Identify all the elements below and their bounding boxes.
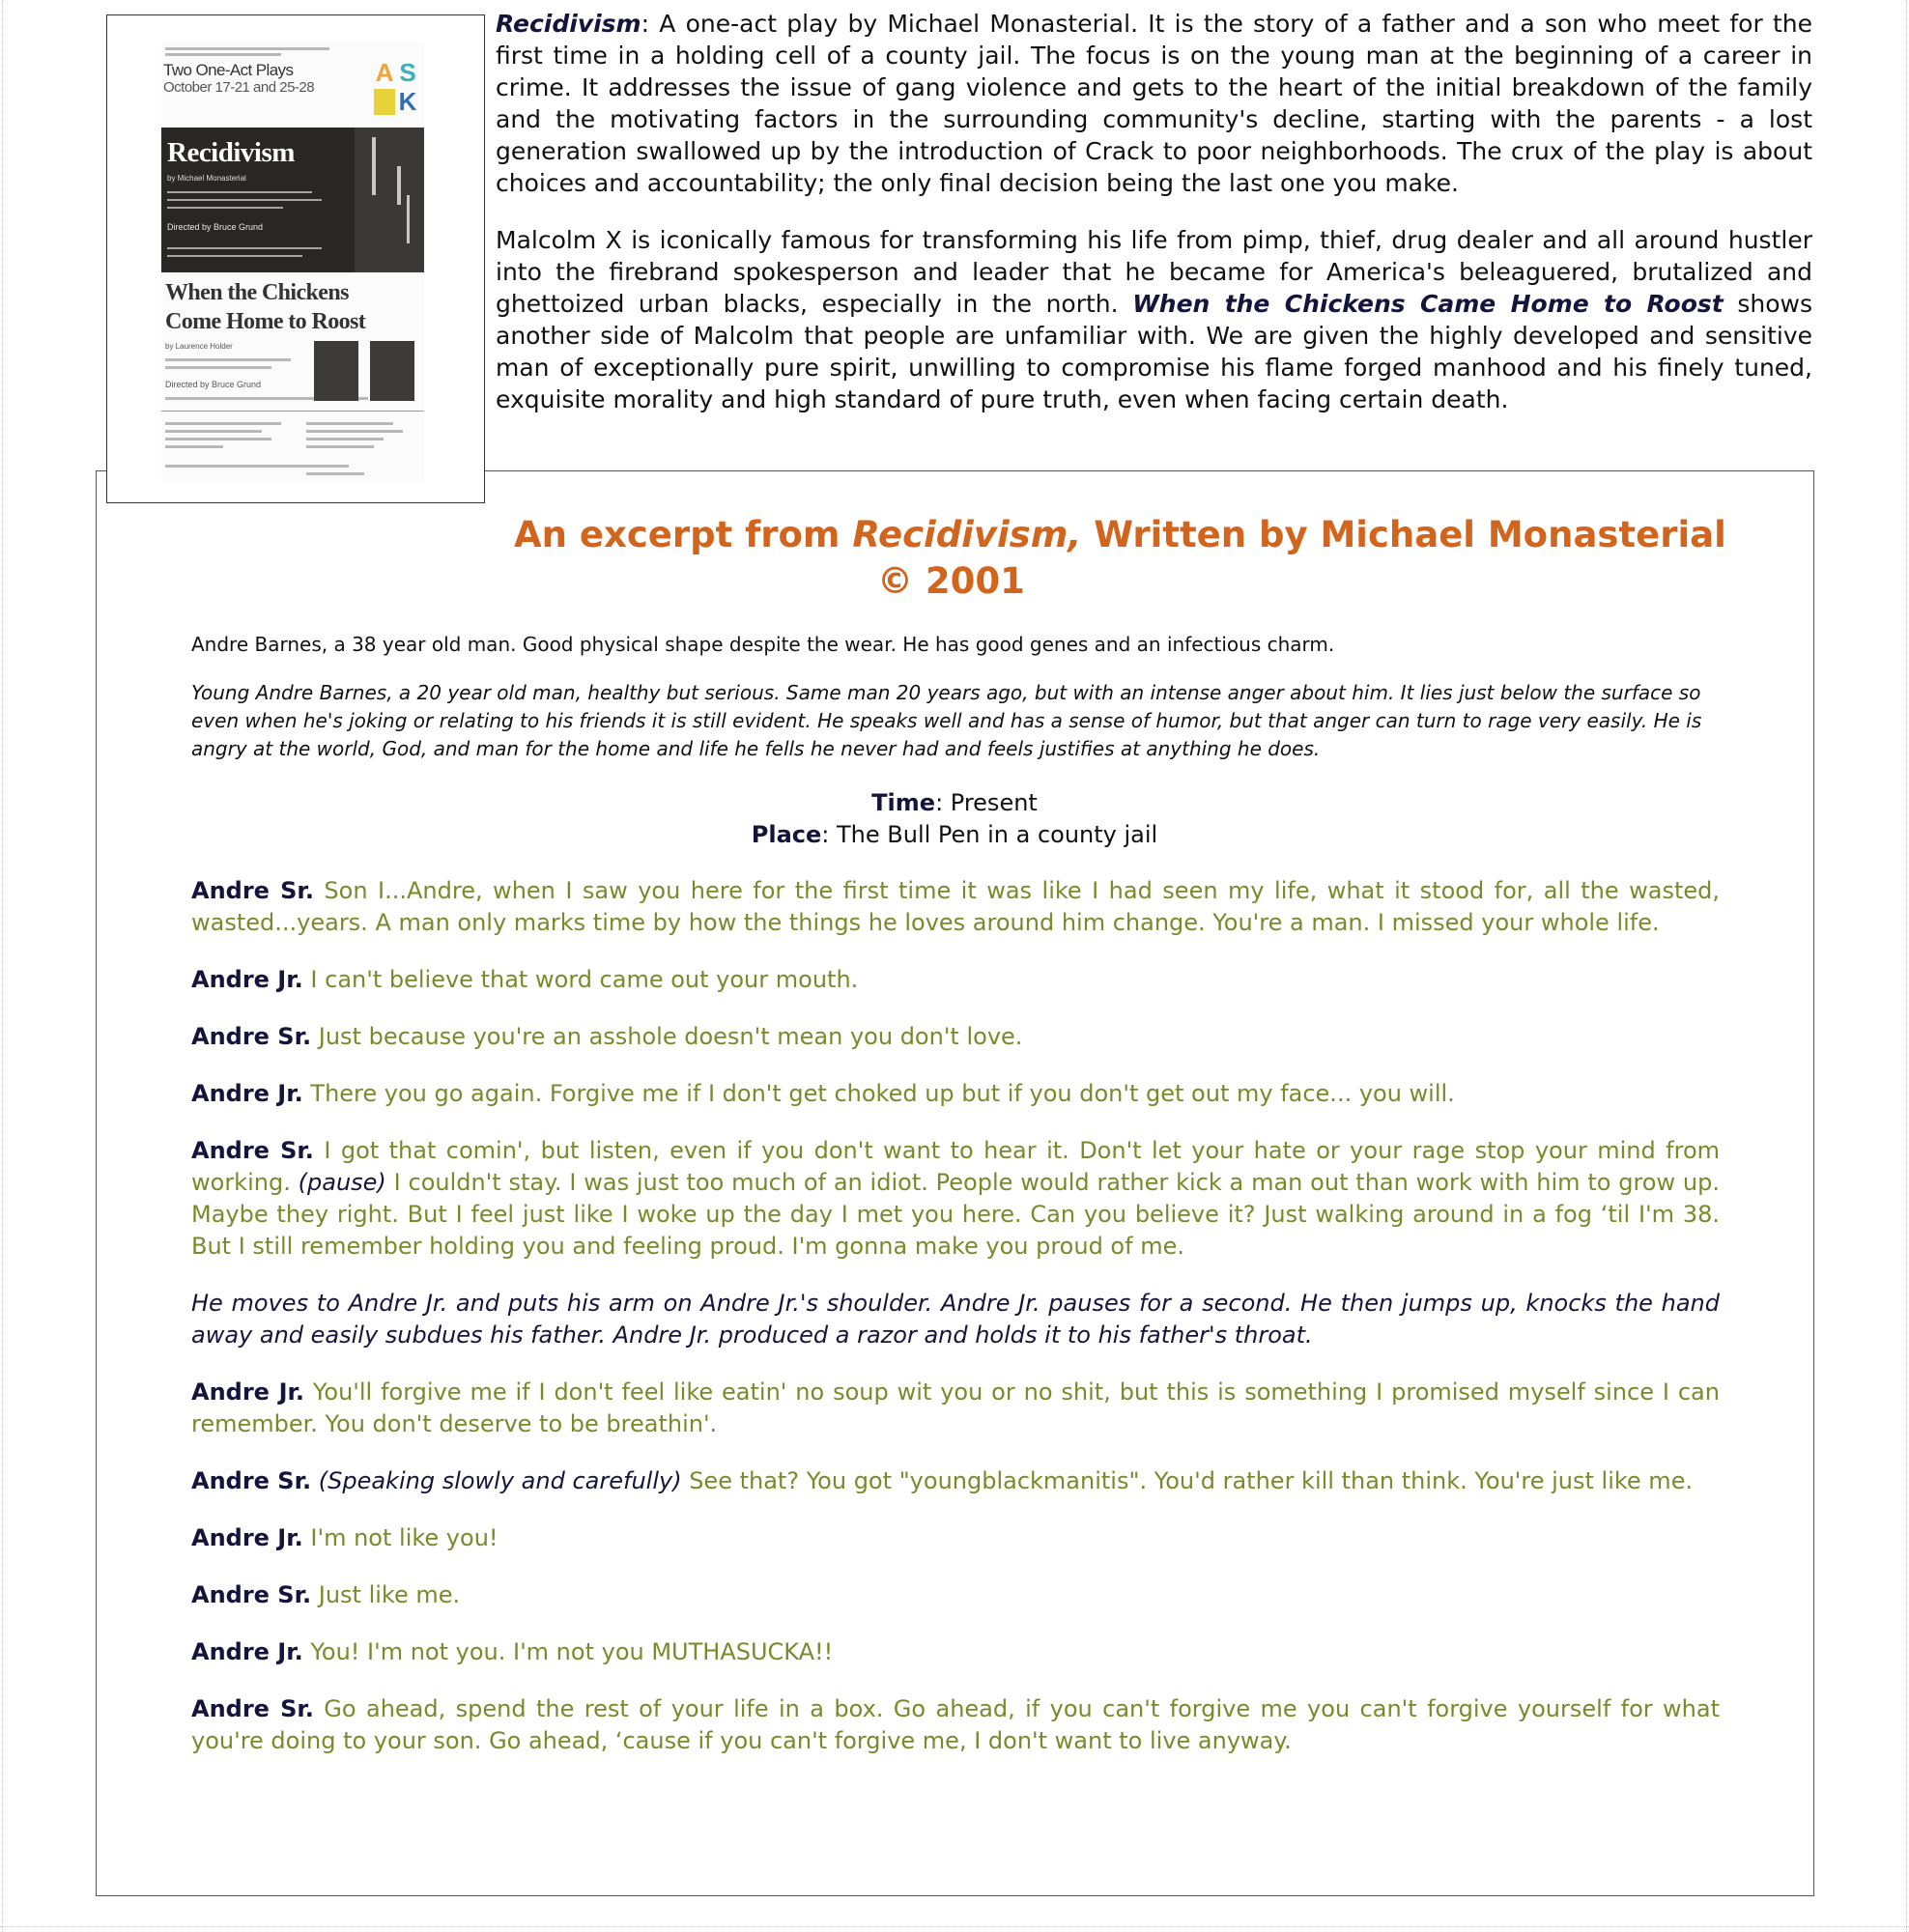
character-description-jr: Young Andre Barnes, a 20 year old man, healthy but serious. Same man 20 years ago, but with an intense anger about him. It lies just below the surface so even when he's joking or relating to his friends it is still evident. He speaks well and has a sense of humor, but that anger can turn to rage very easily. He is angry at the world, God, and man for the home and life he fells he never had and feels justifies at anything he does. <box>191 681 1702 760</box>
speaker-name: Andre Jr. <box>191 1524 303 1551</box>
poster-figure-photo <box>355 128 424 272</box>
play-title: Recidivism <box>496 10 641 38</box>
poster-recidivism-panel <box>161 128 424 272</box>
dialogue-text: I got that comin', but listen, even if you don't want to hear it. Don't let your hate or your rage stop your mind from working. <box>191 1137 1721 1196</box>
poster-portrait-photo <box>314 341 358 401</box>
logo-block <box>374 89 395 115</box>
poster-fine-print <box>167 255 302 257</box>
poster-portrait-photo <box>370 341 414 401</box>
logo-letter: A <box>375 58 394 87</box>
poster-fine-print <box>306 445 374 448</box>
poster-header: Two One-Act Plays <box>163 61 294 79</box>
poster-fine-print <box>165 438 271 440</box>
page-edge-bottom <box>0 1926 1909 1927</box>
speaker-name: Andre Sr. <box>191 1023 312 1050</box>
poster-fine-print <box>165 53 281 56</box>
poster-fine-print <box>306 472 364 475</box>
dialogue-text: I couldn't stay. I was just too much of an idiot. People would rather kick a man out than work with him to grow up. Maybe they right. But I feel just like I woke up the day I met you here. Can you believe it? Just walking around in a fog ‘til I'm 38. But I still remember holding you and feeling proud. I'm gonna make you proud of me. <box>191 1169 1720 1260</box>
poster-play1-title: Recidivism <box>167 137 295 168</box>
dialogue-text: Son I...Andre, when I saw you here for the first time it was like I had seen my life, what it stood for, all the wasted, wasted...years. A man only marks time by how the things he loves around him change. You're a man. I missed your whole life. <box>191 877 1720 936</box>
dialogue-text: Go ahead, spend the rest of your life in a box. Go ahead, if you can't forgive me you can't forgive yourself for what you're doing to your son. Go ahead, ‘cause if you can't forgive me, I don't want to live anyway. <box>191 1695 1721 1754</box>
stage-direction-paragraph: He moves to Andre Jr. and puts his arm on Andre Jr.'s shoulder. Andre Jr. pauses for a second. He then jumps up, knocks the hand away and easily subdues his father. Andre Jr. produced a razor and holds it to his father's throat. <box>191 1290 1720 1349</box>
mic-stand <box>407 195 410 243</box>
dialogue-text: There you go again. Forgive me if I don't get choked up but if you don't get out my face... you will. <box>302 1080 1455 1107</box>
mic-stand <box>397 166 401 205</box>
poster-fine-print <box>306 438 384 440</box>
intro-paragraph-text: : A one-act play by Michael Monasterial. It is the story of a father and a son who meet for the first time in a holding cell of a county jail. The focus is on the young man at the beginning of a career in crime. It addresses the issue of gang violence and gets to the heart of the initial breakdown of the family and the motivating factors in the surrounding community's decline, starting with the parents - a lost generation swallowed up by the introduction of Crack to poor neighborhoods. The crux of the play is about choices and accountability; the only final decision being the last one you make. <box>496 10 1812 197</box>
poster-play2-title <box>165 278 365 336</box>
speaker-name: Andre Jr. <box>191 1378 305 1406</box>
speaker-name: Andre Sr. <box>191 1137 314 1164</box>
poster-dates: October 17-21 and 25-28 <box>163 79 315 96</box>
intro-paragraph-recidivism <box>496 8 1812 199</box>
place-label: Place <box>751 821 822 848</box>
poster-play2-author: by Laurence Holder <box>165 342 233 351</box>
speaker-name: Andre Sr. <box>191 877 314 904</box>
dialogue-text: Just like me. <box>311 1581 461 1608</box>
dialogue-text: I'm not like you! <box>302 1524 499 1551</box>
poster-fine-print <box>165 47 329 50</box>
logo-letter: S <box>399 58 416 87</box>
poster-fine-print <box>167 247 322 249</box>
poster <box>161 42 424 481</box>
poster-fine-print <box>167 199 322 201</box>
dialogue-text: I can't believe that word came out your mouth. <box>302 966 859 993</box>
dialogue-text: See that? You got "youngblackmanitis". You'd rather kill than think. You're just like me. <box>681 1467 1694 1494</box>
intro-paragraph-text: shows another side of Malcolm that people are unfamiliar with. We are given the highly developed and sensitive man of exceptionally pure spirit, unwilling to compromise his flame forged manhood and his finely tuned, exquisite morality and high standard of pure truth, even when facing certain death. <box>496 290 1812 413</box>
heading-play-title: Recidivism, <box>852 514 1082 555</box>
excerpt-heading-line1 <box>514 512 1726 558</box>
poster-fine-print <box>165 430 262 433</box>
poster-play2-title-line1: When the Chickens <box>165 280 349 305</box>
logo-letter: K <box>398 87 417 116</box>
speaker-name: Andre Jr. <box>191 1638 303 1665</box>
speaker-name: Andre Sr. <box>191 1695 314 1722</box>
poster-fine-print <box>165 366 271 369</box>
poster-fine-print <box>165 445 223 448</box>
poster-fine-print <box>167 207 283 209</box>
intro-paragraph-text: Malcolm X is iconically famous for transforming his life from pimp, thief, drug dealer and all around hustler into the firebrand spokesperson and leader that he became for America's beleaguered, brutalized and ghettoized urban blacks, especially in the north. <box>496 226 1812 318</box>
poster-fine-print <box>306 430 403 433</box>
excerpt-heading-copyright: © 2001 <box>877 560 1025 602</box>
stage-direction: (Speaking slowly and carefully) <box>311 1467 682 1494</box>
speaker-name: Andre Jr. <box>191 966 303 993</box>
ask-logo <box>374 60 420 116</box>
poster-play2-director: Directed by Bruce Grund <box>165 380 262 389</box>
page-edge-right <box>1906 0 1907 1932</box>
mic-stand <box>372 137 376 195</box>
poster-play1-author: by Michael Monasterial <box>167 174 246 183</box>
poster-play2-title-line2: Come Home to Roost <box>165 309 366 334</box>
heading-text: An excerpt from <box>514 514 853 555</box>
character-description-sr: Andre Barnes, a 38 year old man. Good physical shape despite the wear. He has good genes and an infectious charm. <box>191 633 1335 656</box>
poster-fine-print <box>165 465 349 468</box>
page-edge-left <box>2 0 3 1932</box>
speaker-name: Andre Sr. <box>191 1581 312 1608</box>
place-value: : The Bull Pen in a county jail <box>821 821 1158 848</box>
dialogue-text: You'll forgive me if I don't feel like eatin' no soup wit you or no shit, but this is something I promised myself since I can remember. You don't deserve to be breathin'. <box>191 1378 1720 1437</box>
time-value: : Present <box>935 789 1038 816</box>
poster-fine-print <box>167 191 312 193</box>
speaker-name: Andre Sr. <box>191 1467 312 1494</box>
poster-fine-print <box>165 358 291 361</box>
stage-direction: (pause) <box>298 1169 386 1196</box>
poster-fine-print <box>306 422 393 425</box>
intro-text <box>496 8 1812 440</box>
poster-divider <box>161 411 424 412</box>
poster-play1-director: Directed by Bruce Grund <box>167 222 264 232</box>
excerpt-box <box>96 470 1814 1896</box>
poster-fine-print <box>165 422 281 425</box>
heading-text: Written by Michael Monasterial <box>1081 514 1726 555</box>
poster-image <box>106 14 485 503</box>
time-label: Time <box>871 789 936 816</box>
speaker-name: Andre Jr. <box>191 1080 303 1107</box>
play-title: When the Chickens Came Home to Roost <box>1132 290 1724 318</box>
dialogue-text: You! I'm not you. I'm not you MUTHASUCKA!! <box>302 1638 834 1665</box>
intro-paragraph-chickens <box>496 224 1812 415</box>
dialogue-text: Just because you're an asshole doesn't mean you don't love. <box>311 1023 1023 1050</box>
